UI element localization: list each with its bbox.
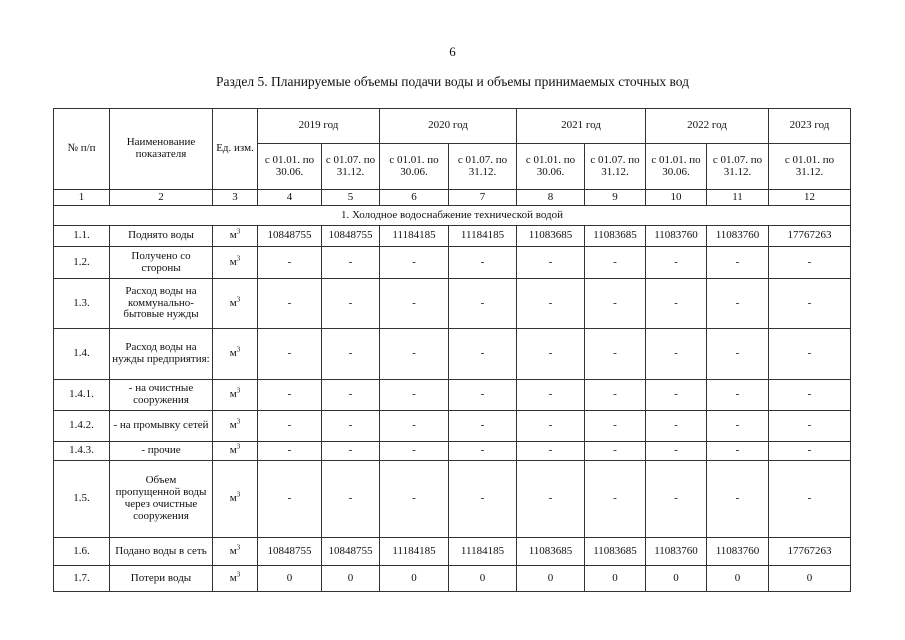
row-value: - <box>380 279 449 329</box>
row-value: 0 <box>707 566 769 592</box>
row-value: - <box>517 247 585 279</box>
row-value: - <box>322 461 380 538</box>
row-unit <box>213 279 258 329</box>
row-value: - <box>585 380 646 411</box>
row-value: - <box>517 329 585 380</box>
row-value: - <box>585 329 646 380</box>
row-number: 1.2. <box>54 247 110 279</box>
row-value: 0 <box>769 566 851 592</box>
row-value: - <box>380 442 449 461</box>
row-value: 11184185 <box>449 538 517 566</box>
table-row <box>54 247 851 279</box>
unit-base: м <box>229 296 237 309</box>
row-value: - <box>707 461 769 538</box>
row-value: - <box>322 279 380 329</box>
row-value: - <box>707 329 769 380</box>
unit-exponent: 3 <box>236 417 241 426</box>
row-value: 11184185 <box>449 226 517 247</box>
unit-base: м <box>229 571 237 584</box>
row-value: - <box>585 461 646 538</box>
column-number: 9 <box>585 190 646 206</box>
column-number: 6 <box>380 190 449 206</box>
row-value: 0 <box>258 566 322 592</box>
row-value: 0 <box>646 566 707 592</box>
header-year-2019: 2019 год <box>258 109 380 144</box>
row-unit <box>213 329 258 380</box>
row-value: - <box>646 380 707 411</box>
section-heading: 1. Холодное водоснабжение технической водой <box>54 206 851 226</box>
row-value: 11184185 <box>380 226 449 247</box>
table-row <box>54 380 851 411</box>
row-name: Получено со стороны <box>110 247 213 279</box>
unit-exponent: 3 <box>236 442 241 451</box>
row-name: Расход воды на нужды предприятия: <box>110 329 213 380</box>
row-name: Поднято воды <box>110 226 213 247</box>
page-number: 6 <box>449 44 456 59</box>
row-value: - <box>707 442 769 461</box>
unit-exponent: 3 <box>236 227 241 236</box>
table-row <box>54 279 851 329</box>
row-value: 0 <box>322 566 380 592</box>
row-value: 10848755 <box>258 538 322 566</box>
row-name: - прочие <box>110 442 213 461</box>
water-supply-table <box>53 108 851 592</box>
header-period: с 01.01. по 30.06. <box>380 144 449 190</box>
column-number-row <box>54 190 851 206</box>
header-name: Наименование показателя <box>110 109 213 190</box>
unit-base: м <box>229 444 237 457</box>
row-name: Объем пропущенной воды через очистные сооружения <box>110 461 213 538</box>
header-period: с 01.01. по 30.06. <box>646 144 707 190</box>
row-value: - <box>769 329 851 380</box>
row-value: - <box>449 411 517 442</box>
unit-exponent: 3 <box>236 386 241 395</box>
row-value: - <box>322 329 380 380</box>
table-row <box>54 538 851 566</box>
row-value: - <box>769 411 851 442</box>
table-row <box>54 329 851 380</box>
row-value: - <box>322 380 380 411</box>
row-unit <box>213 442 258 461</box>
row-value: - <box>769 279 851 329</box>
row-value: 0 <box>380 566 449 592</box>
row-value: - <box>517 461 585 538</box>
row-value: - <box>646 247 707 279</box>
row-name: Подано воды в сеть <box>110 538 213 566</box>
unit-base: м <box>229 347 237 360</box>
unit-exponent: 3 <box>236 490 241 499</box>
row-value: 17767263 <box>769 226 851 247</box>
header-period: с 01.07. по 31.12. <box>322 144 380 190</box>
row-value: - <box>707 380 769 411</box>
row-value: - <box>646 279 707 329</box>
row-value: 11083760 <box>646 226 707 247</box>
header-year-2020: 2020 год <box>380 109 517 144</box>
row-value: - <box>380 380 449 411</box>
row-value: - <box>258 461 322 538</box>
row-value: 11083685 <box>517 538 585 566</box>
row-value: - <box>707 279 769 329</box>
table-row <box>54 442 851 461</box>
row-value: - <box>769 442 851 461</box>
row-value: 10848755 <box>258 226 322 247</box>
column-number: 3 <box>213 190 258 206</box>
row-value: - <box>585 247 646 279</box>
header-period: с 01.07. по 31.12. <box>449 144 517 190</box>
header-period: с 01.01. по 31.12. <box>769 144 851 190</box>
unit-exponent: 3 <box>236 542 241 551</box>
unit-base: м <box>229 492 237 505</box>
row-value: 17767263 <box>769 538 851 566</box>
row-number: 1.4.3. <box>54 442 110 461</box>
row-value: - <box>769 380 851 411</box>
row-value: - <box>585 411 646 442</box>
row-name: - на промывку сетей <box>110 411 213 442</box>
row-unit <box>213 461 258 538</box>
row-value: - <box>646 329 707 380</box>
row-value: 10848755 <box>322 226 380 247</box>
header-unit: Ед. изм. <box>213 109 258 190</box>
row-value: 11083685 <box>585 538 646 566</box>
row-name: Расход воды на коммунально-бытовые нужды <box>110 279 213 329</box>
row-unit <box>213 411 258 442</box>
column-number: 5 <box>322 190 380 206</box>
row-value: - <box>769 247 851 279</box>
row-value: - <box>585 442 646 461</box>
row-value: - <box>517 279 585 329</box>
row-value: - <box>449 442 517 461</box>
row-value: - <box>258 380 322 411</box>
column-number: 10 <box>646 190 707 206</box>
row-value: 0 <box>585 566 646 592</box>
row-value: - <box>380 329 449 380</box>
row-unit <box>213 566 258 592</box>
column-number: 7 <box>449 190 517 206</box>
row-value: 11083685 <box>517 226 585 247</box>
row-unit <box>213 247 258 279</box>
header-period: с 01.07. по 31.12. <box>707 144 769 190</box>
unit-exponent: 3 <box>236 294 241 303</box>
row-value: - <box>380 411 449 442</box>
row-value: - <box>585 279 646 329</box>
unit-exponent: 3 <box>236 345 241 354</box>
column-number: 11 <box>707 190 769 206</box>
row-value: - <box>769 461 851 538</box>
row-value: - <box>517 411 585 442</box>
row-number: 1.4.1. <box>54 380 110 411</box>
row-value: - <box>322 442 380 461</box>
row-value: - <box>646 411 707 442</box>
row-value: - <box>258 442 322 461</box>
row-value: - <box>449 380 517 411</box>
row-value: 0 <box>449 566 517 592</box>
header-year-2022: 2022 год <box>646 109 769 144</box>
row-name: Потери воды <box>110 566 213 592</box>
section-heading-row <box>54 206 851 226</box>
row-value: - <box>449 279 517 329</box>
column-number: 8 <box>517 190 585 206</box>
row-number: 1.5. <box>54 461 110 538</box>
row-number: 1.4.2. <box>54 411 110 442</box>
unit-base: м <box>229 544 237 557</box>
row-value: 0 <box>517 566 585 592</box>
table-row <box>54 226 851 247</box>
section-title: Раздел 5. Планируемые объемы подачи воды и объемы принимаемых сточных вод <box>215 74 690 89</box>
table-row <box>54 461 851 538</box>
header-num: № п/п <box>54 109 110 190</box>
row-value: 11184185 <box>380 538 449 566</box>
unit-base: м <box>229 388 237 401</box>
row-value: - <box>449 329 517 380</box>
row-value: - <box>258 329 322 380</box>
row-value: - <box>380 461 449 538</box>
row-number: 1.1. <box>54 226 110 247</box>
unit-base: м <box>229 255 237 268</box>
row-value: 11083760 <box>707 538 769 566</box>
row-value: - <box>707 411 769 442</box>
row-value: 11083760 <box>707 226 769 247</box>
row-unit <box>213 538 258 566</box>
column-number: 1 <box>54 190 110 206</box>
row-number: 1.3. <box>54 279 110 329</box>
row-value: - <box>322 247 380 279</box>
row-name: - на очистные сооружения <box>110 380 213 411</box>
row-value: - <box>258 411 322 442</box>
unit-base: м <box>229 419 237 432</box>
row-value: 10848755 <box>322 538 380 566</box>
unit-base: м <box>229 229 237 242</box>
row-number: 1.4. <box>54 329 110 380</box>
row-value: - <box>449 461 517 538</box>
row-value: 11083760 <box>646 538 707 566</box>
row-value: - <box>646 442 707 461</box>
header-year-2023: 2023 год <box>769 109 851 144</box>
row-value: - <box>380 247 449 279</box>
row-number: 1.7. <box>54 566 110 592</box>
unit-exponent: 3 <box>236 569 241 578</box>
row-value: - <box>322 411 380 442</box>
row-value: 11083685 <box>585 226 646 247</box>
table-row <box>54 411 851 442</box>
header-period: с 01.01. по 30.06. <box>258 144 322 190</box>
column-number: 4 <box>258 190 322 206</box>
row-value: - <box>449 247 517 279</box>
header-period: с 01.01. по 30.06. <box>517 144 585 190</box>
row-value: - <box>646 461 707 538</box>
table-row <box>54 566 851 592</box>
unit-exponent: 3 <box>236 253 241 262</box>
row-value: - <box>258 247 322 279</box>
row-unit <box>213 226 258 247</box>
row-value: - <box>707 247 769 279</box>
row-number: 1.6. <box>54 538 110 566</box>
header-period: с 01.07. по 31.12. <box>585 144 646 190</box>
row-value: - <box>517 380 585 411</box>
header-year-2021: 2021 год <box>517 109 646 144</box>
column-number: 12 <box>769 190 851 206</box>
header-row-years <box>54 109 851 144</box>
column-number: 2 <box>110 190 213 206</box>
row-value: - <box>258 279 322 329</box>
row-unit <box>213 380 258 411</box>
row-value: - <box>517 442 585 461</box>
